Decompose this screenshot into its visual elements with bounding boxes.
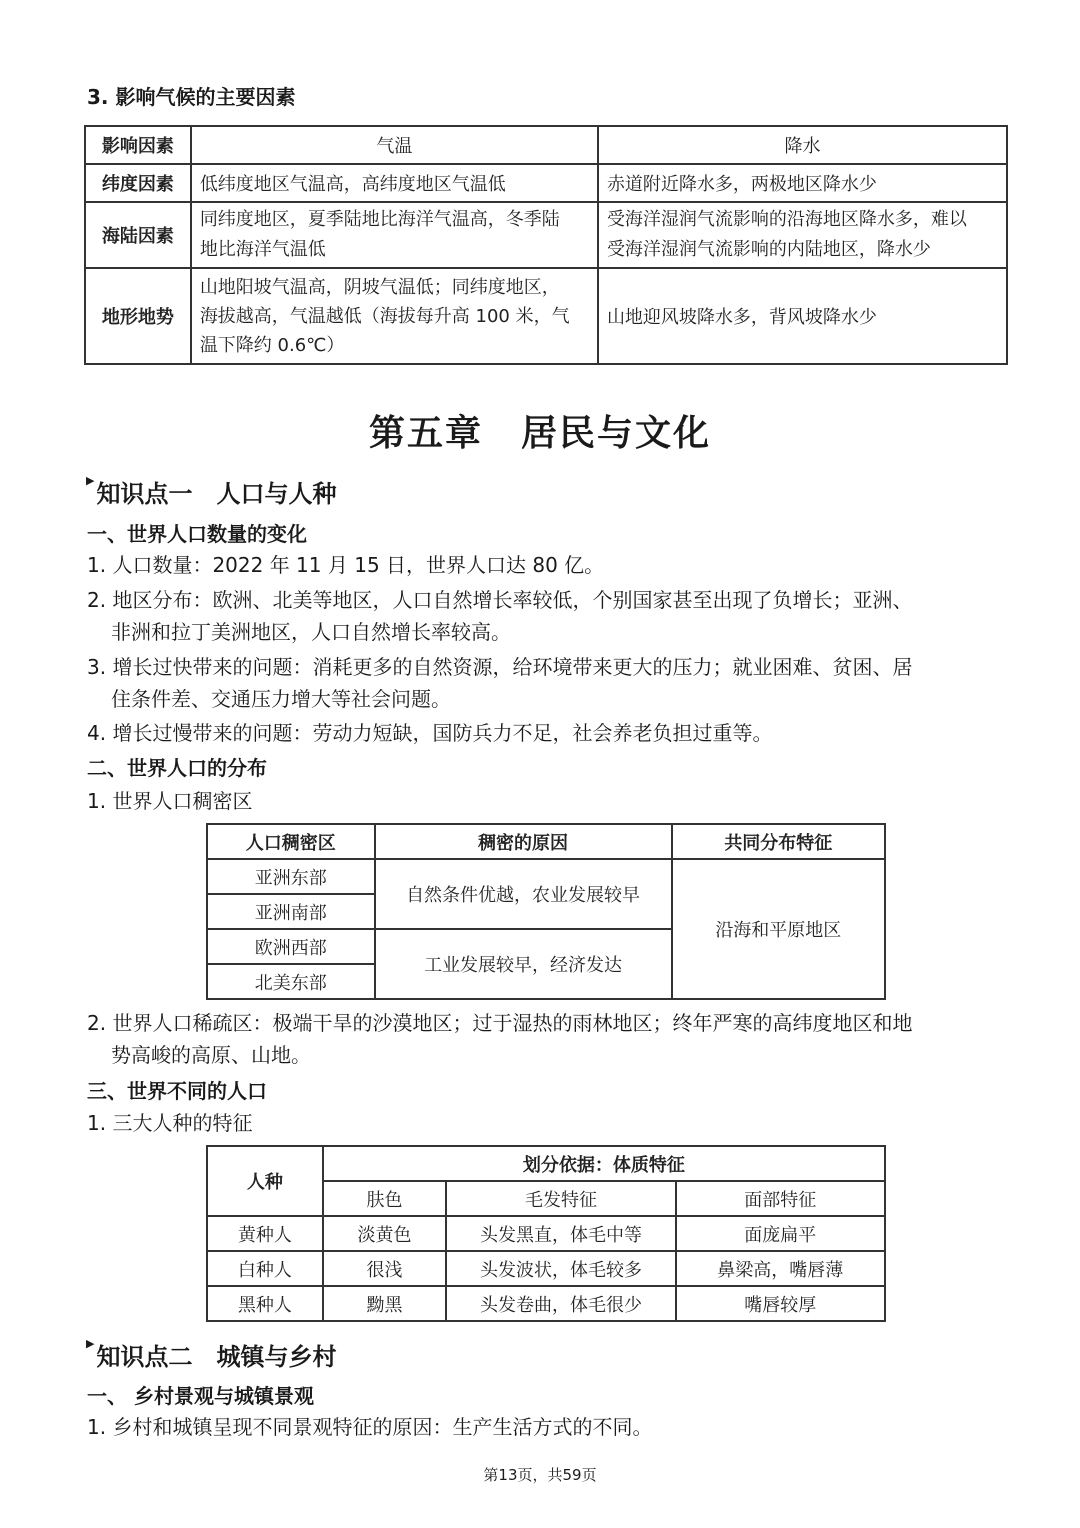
triangle-marker-icon: ▶ — [86, 1337, 95, 1350]
header-cell: 肤色 — [323, 1181, 447, 1216]
cell-line: 地比海洋气温低 — [199, 239, 326, 260]
knowledge-point-title: 知识点一 人口与人种 — [96, 480, 337, 508]
skin-cell: 淡黄色 — [323, 1216, 447, 1251]
knowledge-point-heading — [86, 1337, 336, 1372]
section-heading: 三、世界不同的人口 — [87, 1079, 267, 1103]
table-header-row — [207, 824, 885, 859]
chapter-title: 第五章 居民与文化 — [368, 412, 711, 454]
hair-cell: 头发黑直，体毛中等 — [446, 1216, 675, 1251]
triangle-marker-icon: ▶ — [86, 474, 95, 487]
header-cell: 面部特征 — [676, 1181, 885, 1216]
header-cell: 毛发特征 — [446, 1181, 675, 1216]
face-cell: 嘴唇较厚 — [676, 1286, 885, 1321]
sub-heading: 1. 三大人种的特征 — [87, 1111, 253, 1135]
cell-line: 受海洋湿润气流影响的内陆地区，降水少 — [606, 239, 931, 260]
section-heading: 一、 乡村景观与城镇景观 — [87, 1384, 314, 1408]
cell-line: 同纬度地区，夏季陆地比海洋气温高，冬季陆 — [199, 209, 560, 230]
knowledge-point-heading — [86, 474, 336, 509]
cell-line: 海拔越高，气温越低（海拔每升高 100 米，气 — [199, 305, 570, 327]
race-cell: 黄种人 — [207, 1216, 323, 1251]
reason-cell: 自然条件优越，农业发展较早 — [375, 859, 672, 929]
header-cell: 气温 — [191, 126, 598, 164]
table-row — [207, 1286, 885, 1321]
header-cell: 划分依据：体质特征 — [323, 1146, 885, 1181]
region-cell: 亚洲南部 — [207, 894, 375, 929]
feature-cell: 沿海和平原地区 — [672, 859, 885, 999]
region-cell: 亚洲东部 — [207, 859, 375, 894]
paragraph: 3. 增长过快带来的问题：消耗更多的自然资源，给环境带来更大的压力；就业困难、贫困、居 — [87, 655, 913, 679]
table-header-row — [207, 1146, 885, 1181]
section-heading: 二、世界人口的分布 — [87, 756, 267, 780]
table-row — [207, 859, 885, 894]
knowledge-point-title: 知识点二 城镇与乡村 — [96, 1343, 337, 1371]
reason-cell: 工业发展较早，经济发达 — [375, 929, 672, 999]
paragraph: 4. 增长过慢带来的问题：劳动力短缺，国防兵力不足，社会养老负担过重等。 — [87, 721, 773, 745]
header-cell: 稠密的原因 — [375, 824, 672, 859]
paragraph-continuation: 住条件差、交通压力增大等社会问题。 — [111, 687, 451, 711]
cell-line: 温下降约 0.6℃） — [199, 334, 345, 356]
precip-cell: 山地迎风坡降水多，背风坡降水少 — [598, 268, 1007, 364]
races-table — [206, 1145, 886, 1322]
paragraph: 1. 人口数量：2022 年 11 月 15 日，世界人口达 80 亿。 — [87, 553, 605, 577]
skin-cell: 黝黑 — [323, 1286, 447, 1321]
header-cell: 共同分布特征 — [672, 824, 885, 859]
race-cell: 白种人 — [207, 1251, 323, 1286]
paragraph: 2. 地区分布：欧洲、北美等地区，人口自然增长率较低，个别国家甚至出现了负增长；亚洲、 — [87, 588, 913, 612]
paragraph: 1. 乡村和城镇呈现不同景观特征的原因：生产生活方式的不同。 — [87, 1415, 653, 1439]
paragraph: 2. 世界人口稀疏区：极端干旱的沙漠地区；过于湿热的雨林地区；终年严寒的高纬度地区和地 — [87, 1011, 913, 1035]
section-heading: 一、世界人口数量的变化 — [87, 522, 307, 546]
header-cell: 影响因素 — [85, 126, 191, 164]
precip-cell: 赤道附近降水多，两极地区降水少 — [598, 164, 1007, 202]
table-row — [85, 268, 1007, 364]
paragraph-continuation: 非洲和拉丁美洲地区，人口自然增长率较高。 — [111, 620, 511, 644]
face-cell: 面庞扁平 — [676, 1216, 885, 1251]
precip-cell — [598, 202, 1007, 268]
header-cell: 降水 — [598, 126, 1007, 164]
table-row — [207, 1251, 885, 1286]
table-row — [85, 164, 1007, 202]
page-number: 第13页，共59页 — [483, 1466, 597, 1484]
factor-cell: 纬度因素 — [85, 164, 191, 202]
region-cell: 北美东部 — [207, 964, 375, 999]
factor-cell: 地形地势 — [85, 268, 191, 364]
temp-cell — [191, 202, 598, 268]
sub-heading: 1. 世界人口稠密区 — [87, 789, 253, 813]
skin-cell: 很浅 — [323, 1251, 447, 1286]
cell-line: 山地阳坡气温高，阴坡气温低；同纬度地区， — [199, 276, 560, 298]
face-cell: 鼻梁高，嘴唇薄 — [676, 1251, 885, 1286]
section-heading: 3. 影响气候的主要因素 — [87, 85, 296, 109]
climate-factors-table — [84, 125, 1008, 365]
temp-cell: 低纬度地区气温高，高纬度地区气温低 — [191, 164, 598, 202]
hair-cell: 头发卷曲，体毛很少 — [446, 1286, 675, 1321]
table-header-row — [85, 126, 1007, 164]
factor-cell: 海陆因素 — [85, 202, 191, 268]
header-cell: 人种 — [207, 1146, 323, 1216]
cell-line: 受海洋湿润气流影响的沿海地区降水多，难以 — [606, 209, 967, 230]
header-cell: 人口稠密区 — [207, 824, 375, 859]
hair-cell: 头发波状，体毛较多 — [446, 1251, 675, 1286]
region-cell: 欧洲西部 — [207, 929, 375, 964]
temp-cell — [191, 268, 598, 364]
dense-population-table — [206, 823, 886, 1000]
table-row — [85, 202, 1007, 268]
table-row — [207, 1216, 885, 1251]
race-cell: 黑种人 — [207, 1286, 323, 1321]
paragraph-continuation: 势高峻的高原、山地。 — [111, 1043, 311, 1067]
